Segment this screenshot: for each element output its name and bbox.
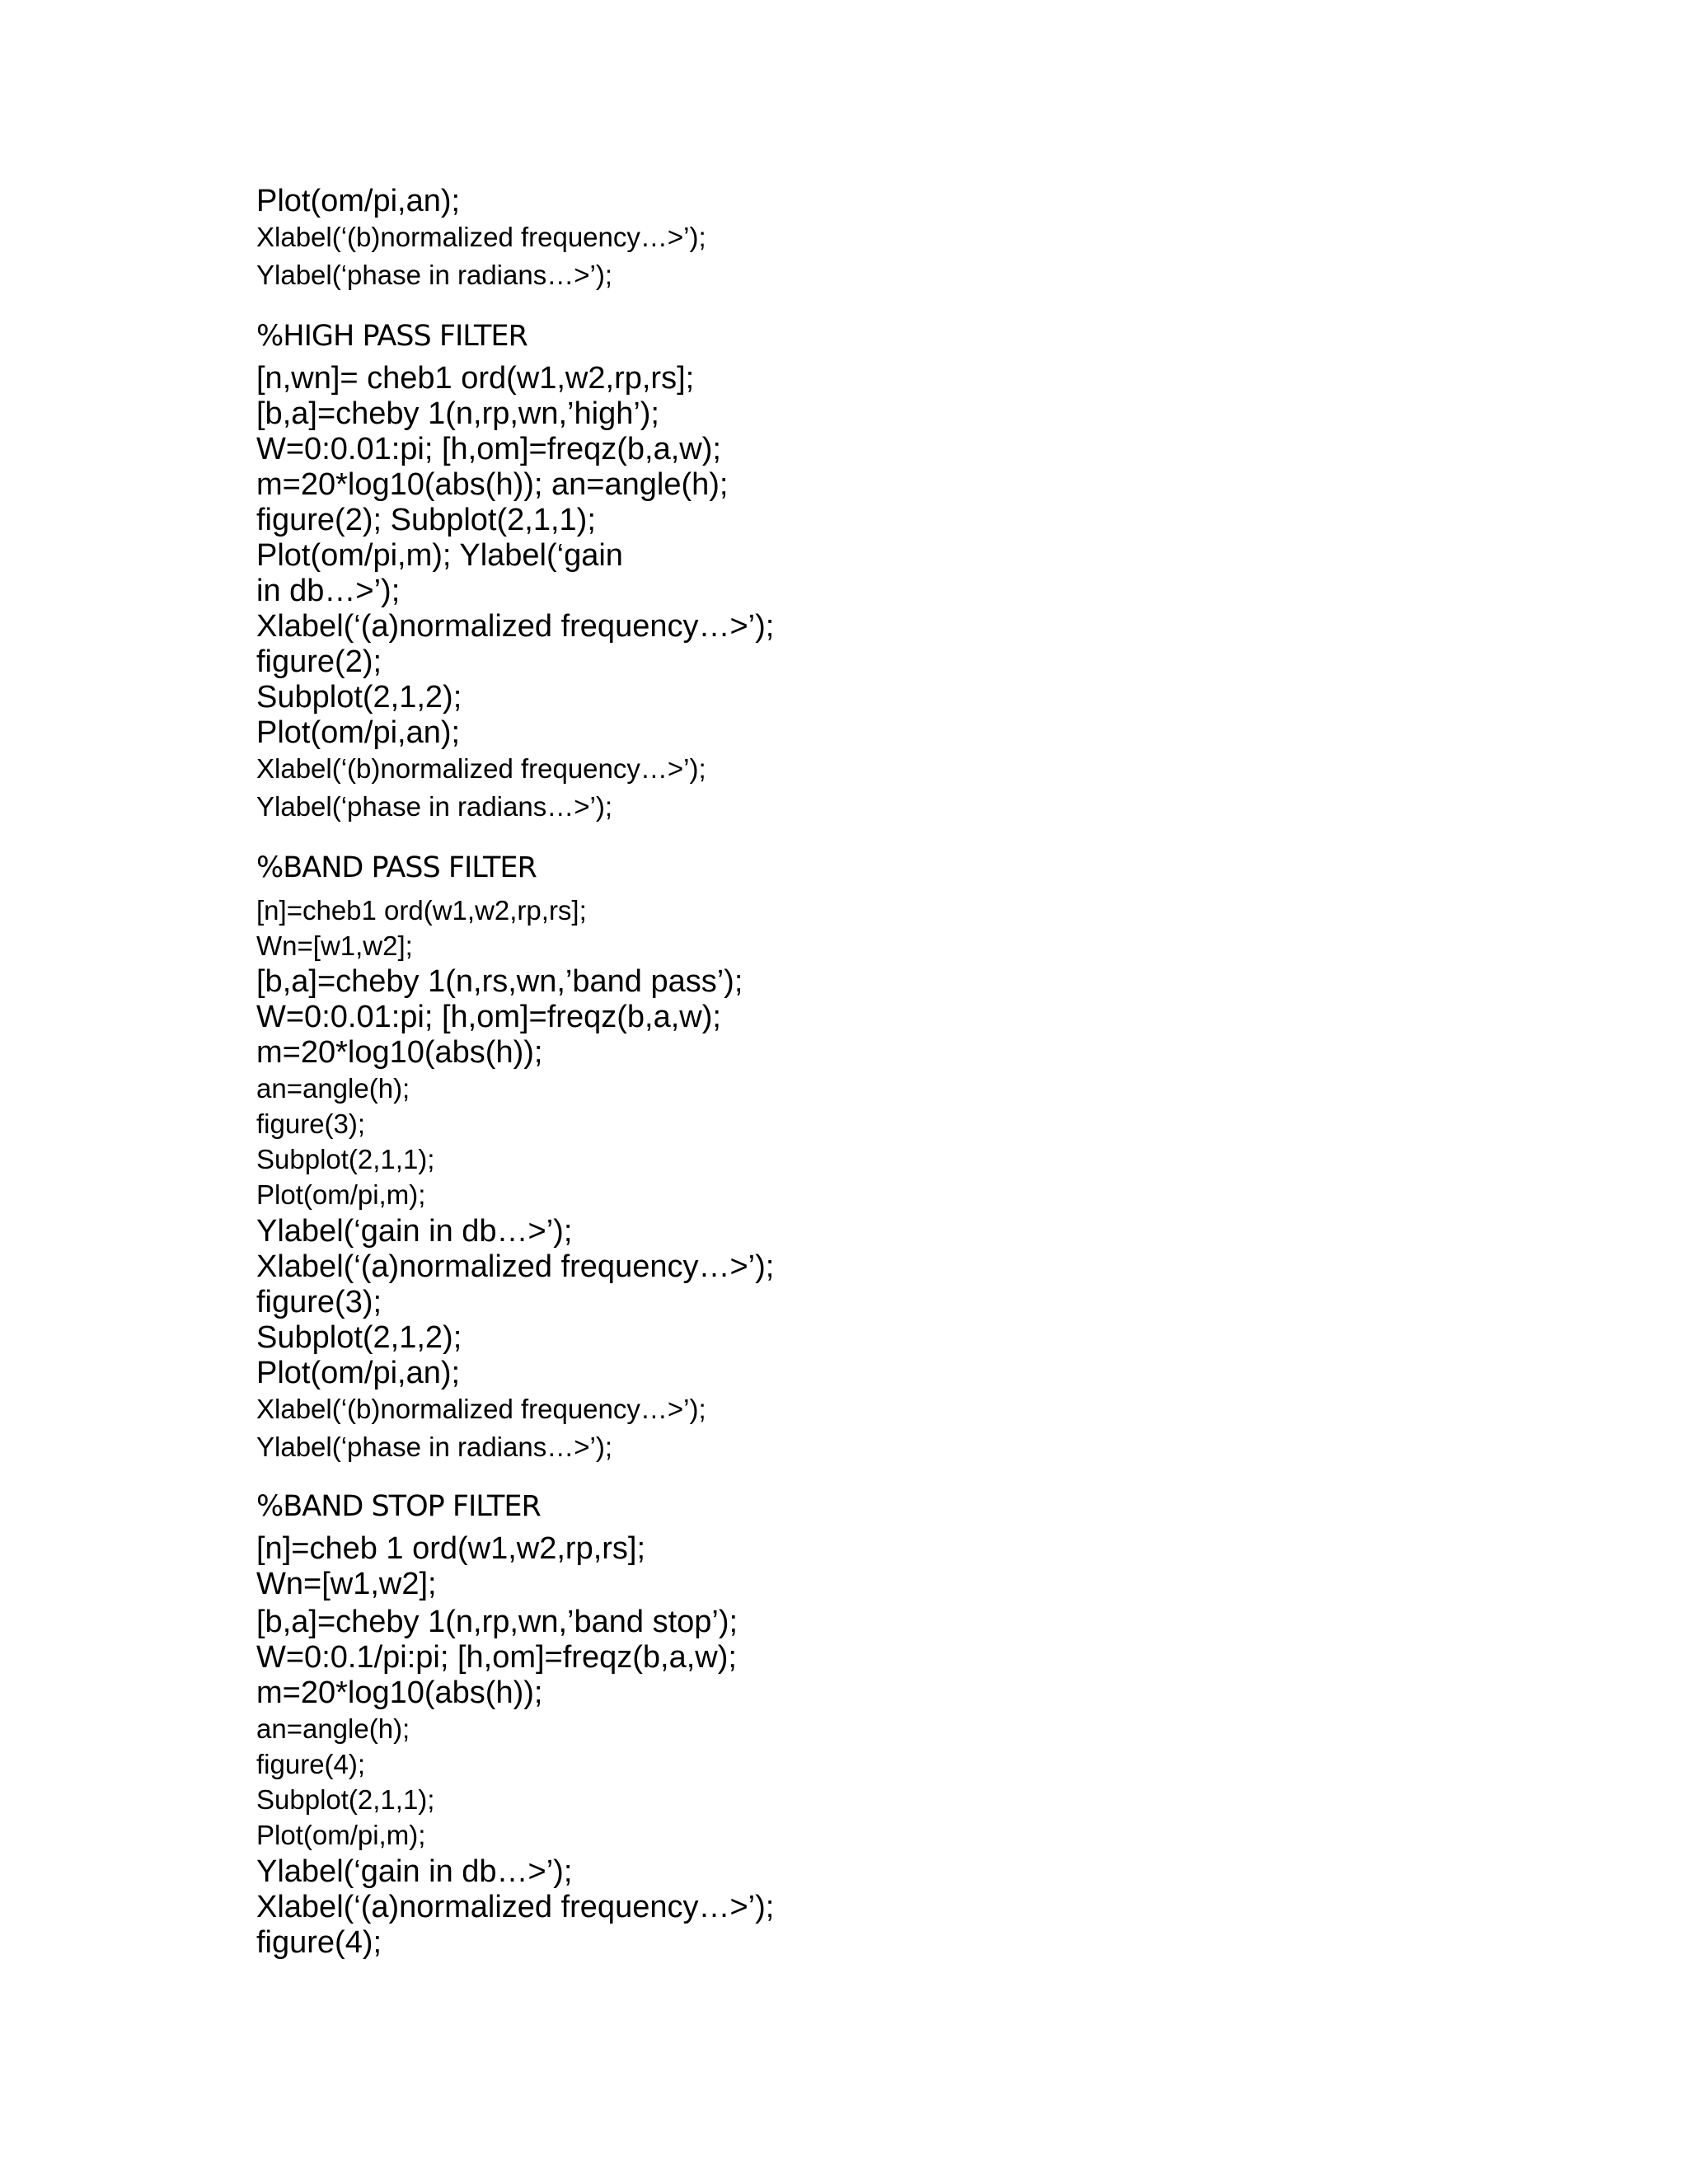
code-line: [n,wn]= cheb1 ord(w1,w2,rp,rs]; xyxy=(256,361,695,396)
code-line: Xlabel(‘(b)normalized frequency…>’); xyxy=(256,222,706,252)
code-line: W=0:0.01:pi; [h,om]=freqz(b,a,w); xyxy=(256,432,721,466)
code-line: Xlabel(‘(a)normalized frequency…>’); xyxy=(256,609,775,644)
code-line: [b,a]=cheby 1(n,rp,wn,’high’); xyxy=(256,396,659,431)
code-line: Subplot(2,1,1); xyxy=(256,1784,435,1815)
code-line: Plot(om/pi,an); xyxy=(256,715,461,750)
code-line: figure(3); xyxy=(256,1285,382,1319)
code-line: Ylabel(‘gain in db…>’); xyxy=(256,1854,573,1889)
code-line: [n]=cheb 1 ord(w1,w2,rp,rs]; xyxy=(256,1531,646,1566)
code-line: figure(3); xyxy=(256,1108,366,1139)
code-line: figure(4); xyxy=(256,1925,382,1960)
code-line: Plot(om/pi,m); xyxy=(256,1820,426,1850)
code-line: m=20*log10(abs(h)); an=angle(h); xyxy=(256,467,729,502)
code-line: Xlabel(‘(a)normalized frequency…>’); xyxy=(256,1249,775,1284)
code-line: [b,a]=cheby 1(n,rs,wn,’band pass’); xyxy=(256,964,743,999)
code-line: Subplot(2,1,2); xyxy=(256,680,462,715)
code-line: W=0:0.1/pi:pi; [h,om]=freqz(b,a,w); xyxy=(256,1640,737,1675)
code-line: figure(4); xyxy=(256,1749,366,1779)
code-line: Xlabel(‘(b)normalized frequency…>’); xyxy=(256,1394,706,1424)
code-line: W=0:0.01:pi; [h,om]=freqz(b,a,w); xyxy=(256,1000,721,1034)
code-line: Xlabel(‘(a)normalized frequency…>’); xyxy=(256,1890,775,1924)
section-heading-band-stop: %BAND STOP FILTER xyxy=(256,1490,541,1523)
code-line: figure(2); Subplot(2,1,1); xyxy=(256,503,596,537)
code-line: Wn=[w1,w2]; xyxy=(256,930,413,961)
code-line: [b,a]=cheby 1(n,rp,wn,’band stop’); xyxy=(256,1605,738,1639)
code-line: Wn=[w1,w2]; xyxy=(256,1567,437,1601)
code-line: in db…>’); xyxy=(256,574,401,608)
code-line: Plot(om/pi,an); xyxy=(256,184,461,218)
code-line: Plot(om/pi,m); Ylabel(‘gain xyxy=(256,538,623,573)
code-line: Ylabel(‘phase in radians…>’); xyxy=(256,260,612,290)
code-line: Subplot(2,1,2); xyxy=(256,1320,462,1355)
code-line: Xlabel(‘(b)normalized frequency…>’); xyxy=(256,753,706,784)
code-line: Subplot(2,1,1); xyxy=(256,1144,435,1174)
code-line: Plot(om/pi,m); xyxy=(256,1179,426,1210)
code-line: Ylabel(‘phase in radians…>’); xyxy=(256,1432,612,1462)
code-line: Ylabel(‘gain in db…>’); xyxy=(256,1214,573,1249)
code-line: [n]=cheb1 ord(w1,w2,rp,rs]; xyxy=(256,895,587,926)
section-heading-band-pass: %BAND PASS FILTER xyxy=(256,851,537,884)
code-line: m=20*log10(abs(h)); xyxy=(256,1675,543,1710)
code-line: figure(2); xyxy=(256,644,382,679)
code-line: Plot(om/pi,an); xyxy=(256,1356,461,1390)
code-line: an=angle(h); xyxy=(256,1073,410,1104)
section-heading-high-pass: %HIGH PASS FILTER xyxy=(256,320,528,353)
code-line: m=20*log10(abs(h)); xyxy=(256,1035,543,1070)
code-line: an=angle(h); xyxy=(256,1713,410,1744)
code-line: Ylabel(‘phase in radians…>’); xyxy=(256,791,612,822)
